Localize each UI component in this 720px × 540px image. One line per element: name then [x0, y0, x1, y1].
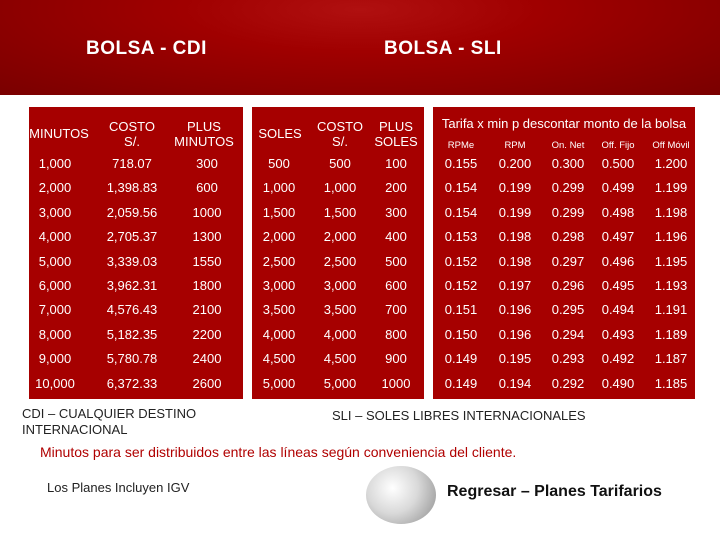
sli-cell: 1000	[381, 375, 411, 391]
tarifa-cell: 0.300	[551, 156, 585, 171]
cdi-cell: 3,000	[38, 204, 72, 220]
cdi-cell: 2200	[192, 326, 222, 342]
cdi-cell: 1,000	[38, 156, 72, 171]
cdi-cell: 1,398.83	[106, 180, 158, 196]
tarifa-cell: 0.490	[601, 375, 635, 391]
sli-cell: 2,000	[262, 229, 296, 245]
cdi-cell: 4,000	[38, 229, 72, 245]
tarifa-cell: 0.495	[601, 278, 635, 293]
tarifa-cell: 1.191	[654, 302, 688, 318]
cdi-cell: 600	[196, 180, 218, 196]
sli-cell: 4,500	[323, 351, 357, 367]
tarifa-cell: 0.198	[498, 253, 532, 269]
tarifa-cell: 0.150	[444, 326, 478, 342]
tarifa-cell: 0.494	[601, 302, 635, 318]
distribution-note: Minutos para ser distribuidos entre las líneas según conveniencia del cliente.	[40, 444, 517, 460]
tarifa-cell: 0.153	[444, 229, 478, 245]
tarifa-cell: 0.294	[551, 326, 585, 342]
cdi-table	[29, 107, 243, 399]
cdi-cell: 4,576.43	[106, 302, 158, 318]
sli-cell: 3,000	[323, 278, 357, 293]
cdi-cell: 6,000	[38, 278, 72, 293]
tarifa-cell: 1.193	[654, 278, 688, 293]
tarifa-title: Tarifa x min p descontar monto de la bolsa	[441, 116, 687, 131]
tarifa-cell: 0.200	[498, 156, 532, 171]
sli-cell: 3,500	[323, 302, 357, 318]
back-to-plans-link[interactable]: Regresar – Planes Tarifarios	[447, 483, 662, 500]
sli-cell: 1,000	[323, 180, 357, 196]
cdi-cell: 2600	[192, 375, 222, 391]
cdi-footnote: CDI – CUALQUIER DESTINO INTERNACIONAL	[22, 406, 197, 437]
tarifa-cell: 0.197	[498, 278, 532, 293]
sli-footnote: SLI – SOLES LIBRES INTERNACIONALES	[332, 408, 586, 423]
sli-cell: 2,000	[323, 229, 357, 245]
tarifa-cell: 0.195	[498, 351, 532, 367]
tarifa-cell: 0.151	[444, 302, 478, 318]
sli-cell: 4,000	[262, 326, 296, 342]
tarifa-cell: 0.199	[498, 204, 532, 220]
sli-cell: 3,000	[262, 278, 296, 293]
cdi-cell: 2,705.37	[106, 229, 158, 245]
tarifa-cell: 1.196	[654, 229, 688, 245]
tarifa-cell: 0.296	[551, 278, 585, 293]
tarifa-table	[433, 107, 695, 399]
igv-note: Los Planes Incluyen IGV	[47, 480, 190, 495]
sli-cell: 500	[385, 253, 407, 269]
tarifa-cell: 0.196	[498, 302, 532, 318]
cdi-cell: 2,000	[38, 180, 72, 196]
tarifa-cell: 1.195	[654, 253, 688, 269]
cdi-cell: 9,000	[38, 351, 72, 367]
tarifa-cell: 1.189	[654, 326, 688, 342]
col-header-minutos: MINUTOS	[29, 126, 89, 141]
cdi-cell: 300	[196, 156, 218, 171]
sli-cell: 700	[385, 302, 407, 318]
sli-cell: 300	[385, 204, 407, 220]
tarifa-cell: 0.295	[551, 302, 585, 318]
sli-cell: 100	[385, 156, 407, 171]
col-header-soles: SOLES	[258, 126, 302, 141]
sli-cell: 1,500	[262, 204, 296, 220]
tarifa-col-header: On. Net	[551, 140, 585, 151]
cdi-cell: 5,182.35	[106, 326, 158, 342]
sli-cell: 800	[385, 326, 407, 342]
tarifa-cell: 0.298	[551, 229, 585, 245]
sli-table	[252, 107, 424, 399]
tarifa-cell: 0.292	[551, 375, 585, 391]
cdi-cell: 8,000	[38, 326, 72, 342]
sli-cell: 600	[385, 278, 407, 293]
tarifa-cell: 1.199	[654, 180, 688, 196]
sli-cell: 500	[268, 156, 290, 171]
tarifa-cell: 0.299	[551, 180, 585, 196]
tarifa-cell: 0.492	[601, 351, 635, 367]
tarifa-cell: 0.499	[601, 180, 635, 196]
col-header-plus-soles: PLUS SOLES	[374, 119, 418, 149]
sli-cell: 500	[329, 156, 351, 171]
cdi-cell: 718.07	[112, 156, 152, 171]
sli-cell: 5,000	[262, 375, 296, 391]
tarifa-cell: 0.297	[551, 253, 585, 269]
tarifa-col-header: RPMe	[447, 140, 475, 151]
tarifa-cell: 0.196	[498, 326, 532, 342]
cdi-cell: 2100	[192, 302, 222, 318]
sli-cell: 1,000	[262, 180, 296, 196]
tarifa-cell: 0.493	[601, 326, 635, 342]
cdi-cell: 1550	[192, 253, 222, 269]
tarifa-cell: 0.149	[444, 351, 478, 367]
tarifa-col-header: Off. Fijo	[601, 140, 635, 151]
tarifa-cell: 0.194	[498, 375, 532, 391]
cdi-cell: 10,000	[35, 375, 75, 391]
cdi-cell: 7,000	[38, 302, 72, 318]
cdi-cell: 5,000	[38, 253, 72, 269]
header-banner	[0, 0, 720, 95]
tarifa-cell: 0.293	[551, 351, 585, 367]
tarifa-cell: 0.498	[601, 204, 635, 220]
tarifa-cell: 0.149	[444, 375, 478, 391]
sphere-decoration	[366, 466, 436, 524]
tarifa-cell: 0.500	[601, 156, 635, 171]
title-bolsa-sli: BOLSA - SLI	[384, 38, 502, 59]
tarifa-cell: 0.154	[444, 180, 478, 196]
sli-cell: 4,500	[262, 351, 296, 367]
sli-cell: 900	[385, 351, 407, 367]
sli-cell: 5,000	[323, 375, 357, 391]
sli-cell: 4,000	[323, 326, 357, 342]
tarifa-col-header: Off Móvil	[652, 140, 690, 151]
sli-cell: 400	[385, 229, 407, 245]
tarifa-cell: 0.152	[444, 253, 478, 269]
tarifa-cell: 1.198	[654, 204, 688, 220]
sli-cell: 200	[385, 180, 407, 196]
title-bolsa-cdi: BOLSA - CDI	[86, 38, 207, 59]
tarifa-cell: 1.200	[654, 156, 688, 171]
tarifa-cell: 0.154	[444, 204, 478, 220]
cdi-cell: 1300	[192, 229, 222, 245]
tarifa-cell: 0.155	[444, 156, 478, 171]
tarifa-cell: 0.299	[551, 204, 585, 220]
cdi-cell: 6,372.33	[106, 375, 158, 391]
cdi-cell: 2400	[192, 351, 222, 367]
cdi-cell: 3,339.03	[106, 253, 158, 269]
tarifa-cell: 0.152	[444, 278, 478, 293]
tarifa-cell: 0.198	[498, 229, 532, 245]
tarifa-cell: 0.496	[601, 253, 635, 269]
cdi-cell: 1800	[192, 278, 222, 293]
sli-cell: 2,500	[323, 253, 357, 269]
tarifa-cell: 0.199	[498, 180, 532, 196]
col-header-costo-sli: COSTO S/.	[317, 119, 363, 149]
sli-cell: 3,500	[262, 302, 296, 318]
cdi-cell: 5,780.78	[106, 351, 158, 367]
sli-cell: 2,500	[262, 253, 296, 269]
col-header-costo: COSTO S/.	[109, 119, 155, 149]
tarifa-col-header: RPM	[504, 140, 526, 151]
tarifa-cell: 1.185	[654, 375, 688, 391]
cdi-cell: 3,962.31	[106, 278, 158, 293]
cdi-cell: 2,059.56	[106, 204, 158, 220]
tarifa-cell: 1.187	[654, 351, 688, 367]
tarifa-cell: 0.497	[601, 229, 635, 245]
col-header-plus-minutos: PLUS MINUTOS	[174, 119, 234, 149]
cdi-cell: 1000	[192, 204, 222, 220]
sli-cell: 1,500	[323, 204, 357, 220]
